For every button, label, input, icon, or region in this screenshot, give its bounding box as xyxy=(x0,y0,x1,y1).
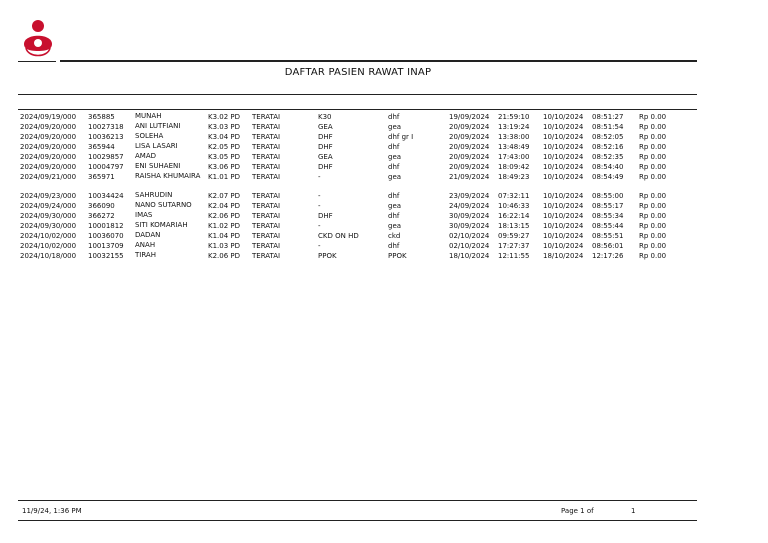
cell-admit-time: 18:13:15 xyxy=(498,222,530,230)
cell-admit-time: 13:48:49 xyxy=(498,143,530,151)
cell-discharge-date: 10/10/2024 xyxy=(543,232,584,240)
cell-diagnosis-note: gea xyxy=(388,173,402,181)
cell-ward: TERATAI xyxy=(252,173,281,181)
cell-ward: TERATAI xyxy=(252,212,281,220)
cell-patient-name: ANAH xyxy=(135,241,156,249)
cell-patient-name: AMAD xyxy=(135,152,157,160)
cell-registration-no: 2024/09/20/000 xyxy=(20,133,77,141)
cell-room-code: K3.02 PD xyxy=(208,113,241,121)
cell-ward: TERATAI xyxy=(252,232,281,240)
cell-patient-id: 365944 xyxy=(88,143,115,151)
cell-admit-date: 19/09/2024 xyxy=(449,113,490,121)
cell-admit-time: 16:22:14 xyxy=(498,212,530,220)
cell-patient-id: 365971 xyxy=(88,173,115,181)
footer-bottom-rule xyxy=(18,520,697,521)
cell-cost: Rp 0.00 xyxy=(639,143,667,151)
cell-diagnosis: DHF xyxy=(318,163,333,171)
cell-admit-time: 12:11:55 xyxy=(498,252,530,260)
cell-diagnosis: CKD ON HD xyxy=(318,232,359,240)
header-rule-long xyxy=(60,60,697,62)
cell-diagnosis: DHF xyxy=(318,212,333,220)
cell-patient-name: LISA LASARI xyxy=(135,142,178,150)
cell-admit-date: 20/09/2024 xyxy=(449,133,490,141)
cell-patient-name: DADAN xyxy=(135,231,161,239)
cell-cost: Rp 0.00 xyxy=(639,163,667,171)
cell-admit-date: 23/09/2024 xyxy=(449,192,490,200)
cell-patient-name: SAHRUDIN xyxy=(135,191,173,199)
cell-ward: TERATAI xyxy=(252,153,281,161)
cell-cost: Rp 0.00 xyxy=(639,222,667,230)
cell-patient-name: ENI SUHAENI xyxy=(135,162,181,170)
cell-admit-time: 13:38:00 xyxy=(498,133,530,141)
cell-registration-no: 2024/09/20/000 xyxy=(20,123,77,131)
cell-room-code: K2.07 PD xyxy=(208,192,241,200)
cell-admit-date: 02/10/2024 xyxy=(449,242,490,250)
table-top-rule xyxy=(18,109,697,110)
print-timestamp: 11/9/24, 1:36 PM xyxy=(22,507,82,515)
cell-patient-id: 366090 xyxy=(88,202,115,210)
footer-top-rule xyxy=(18,500,697,501)
cell-diagnosis-note: dhf xyxy=(388,143,400,151)
cell-patient-id: 10034424 xyxy=(88,192,124,200)
cell-discharge-time: 08:55:17 xyxy=(592,202,624,210)
cell-room-code: K2.06 PD xyxy=(208,252,241,260)
cell-discharge-time: 08:52:35 xyxy=(592,153,624,161)
cell-registration-no: 2024/09/23/000 xyxy=(20,192,77,200)
cell-patient-name: SITI KOMARIAH xyxy=(135,221,188,229)
cell-room-code: K2.06 PD xyxy=(208,212,241,220)
hospital-logo-icon xyxy=(20,18,56,60)
cell-patient-id: 10029857 xyxy=(88,153,124,161)
cell-patient-id: 10004797 xyxy=(88,163,124,171)
cell-admit-date: 30/09/2024 xyxy=(449,212,490,220)
report-title: DAFTAR PASIEN RAWAT INAP xyxy=(284,67,432,78)
cell-admit-date: 21/09/2024 xyxy=(449,173,490,181)
cell-admit-time: 07:32:11 xyxy=(498,192,530,200)
cell-discharge-time: 08:51:54 xyxy=(592,123,624,131)
cell-discharge-time: 08:51:27 xyxy=(592,113,624,121)
cell-admit-date: 02/10/2024 xyxy=(449,232,490,240)
cell-discharge-date: 18/10/2024 xyxy=(543,252,584,260)
cell-patient-name: SOLEHA xyxy=(135,132,164,140)
cell-discharge-date: 10/10/2024 xyxy=(543,143,584,151)
cell-discharge-date: 10/10/2024 xyxy=(543,113,584,121)
cell-diagnosis: PPOK xyxy=(318,252,337,260)
cell-admit-date: 20/09/2024 xyxy=(449,123,490,131)
cell-diagnosis-note: dhf xyxy=(388,242,400,250)
cell-diagnosis-note: gea xyxy=(388,222,402,230)
cell-discharge-date: 10/10/2024 xyxy=(543,133,584,141)
cell-discharge-date: 10/10/2024 xyxy=(543,222,584,230)
cell-diagnosis-note: gea xyxy=(388,153,402,161)
cell-registration-no: 2024/09/30/000 xyxy=(20,212,77,220)
cell-cost: Rp 0.00 xyxy=(639,242,667,250)
cell-cost: Rp 0.00 xyxy=(639,173,667,181)
cell-cost: Rp 0.00 xyxy=(639,133,667,141)
cell-admit-time: 18:49:23 xyxy=(498,173,530,181)
cell-room-code: K3.04 PD xyxy=(208,133,241,141)
cell-ward: TERATAI xyxy=(252,143,281,151)
cell-ward: TERATAI xyxy=(252,202,281,210)
cell-discharge-date: 10/10/2024 xyxy=(543,163,584,171)
cell-patient-id: 10027318 xyxy=(88,123,124,131)
title-underline-rule xyxy=(18,94,697,95)
cell-registration-no: 2024/10/02/000 xyxy=(20,242,77,250)
cell-discharge-date: 10/10/2024 xyxy=(543,192,584,200)
cell-discharge-time: 08:55:00 xyxy=(592,192,624,200)
cell-diagnosis-note: dhf gr I xyxy=(388,133,414,141)
cell-discharge-date: 10/10/2024 xyxy=(543,173,584,181)
header-rule-short xyxy=(18,61,56,62)
cell-diagnosis-note: ckd xyxy=(388,232,401,240)
cell-ward: TERATAI xyxy=(252,222,281,230)
cell-admit-date: 20/09/2024 xyxy=(449,143,490,151)
cell-admit-time: 21:59:10 xyxy=(498,113,530,121)
cell-admit-date: 20/09/2024 xyxy=(449,163,490,171)
cell-discharge-time: 08:55:34 xyxy=(592,212,624,220)
cell-admit-time: 09:59:27 xyxy=(498,232,530,240)
cell-discharge-date: 10/10/2024 xyxy=(543,202,584,210)
cell-room-code: K1.01 PD xyxy=(208,173,241,181)
cell-diagnosis: GEA xyxy=(318,153,333,161)
cell-admit-time: 17:43:00 xyxy=(498,153,530,161)
cell-patient-id: 10036213 xyxy=(88,133,124,141)
cell-registration-no: 2024/09/19/000 xyxy=(20,113,77,121)
cell-admit-date: 24/09/2024 xyxy=(449,202,490,210)
cell-registration-no: 2024/09/20/000 xyxy=(20,163,77,171)
cell-cost: Rp 0.00 xyxy=(639,113,667,121)
cell-diagnosis: - xyxy=(318,173,321,181)
cell-diagnosis: - xyxy=(318,192,321,200)
cell-patient-name: IMAS xyxy=(135,211,153,219)
cell-ward: TERATAI xyxy=(252,163,281,171)
cell-room-code: K1.03 PD xyxy=(208,242,241,250)
cell-discharge-date: 10/10/2024 xyxy=(543,212,584,220)
cell-diagnosis: DHF xyxy=(318,133,333,141)
cell-discharge-time: 08:52:05 xyxy=(592,133,624,141)
cell-room-code: K1.02 PD xyxy=(208,222,241,230)
cell-diagnosis-note: PPOK xyxy=(388,252,407,260)
cell-diagnosis: K30 xyxy=(318,113,332,121)
cell-discharge-time: 08:52:16 xyxy=(592,143,624,151)
cell-discharge-date: 10/10/2024 xyxy=(543,242,584,250)
cell-patient-id: 366272 xyxy=(88,212,115,220)
page-label: Page 1 of xyxy=(561,507,594,515)
cell-cost: Rp 0.00 xyxy=(639,252,667,260)
cell-diagnosis: DHF xyxy=(318,143,333,151)
cell-admit-time: 10:46:33 xyxy=(498,202,530,210)
cell-room-code: K3.06 PD xyxy=(208,163,241,171)
cell-patient-id: 10036070 xyxy=(88,232,124,240)
cell-discharge-time: 08:54:40 xyxy=(592,163,624,171)
cell-registration-no: 2024/10/02/000 xyxy=(20,232,77,240)
cell-patient-name: MUNAH xyxy=(135,112,162,120)
cell-discharge-date: 10/10/2024 xyxy=(543,153,584,161)
cell-room-code: K3.05 PD xyxy=(208,153,241,161)
cell-diagnosis-note: gea xyxy=(388,123,402,131)
cell-registration-no: 2024/09/20/000 xyxy=(20,143,77,151)
cell-ward: TERATAI xyxy=(252,252,281,260)
cell-room-code: K2.05 PD xyxy=(208,143,241,151)
cell-patient-name: NANO SUTARNO xyxy=(135,201,192,209)
cell-ward: TERATAI xyxy=(252,113,281,121)
cell-discharge-time: 08:55:51 xyxy=(592,232,624,240)
cell-diagnosis-note: dhf xyxy=(388,113,400,121)
cell-diagnosis-note: dhf xyxy=(388,163,400,171)
cell-room-code: K3.03 PD xyxy=(208,123,241,131)
cell-discharge-time: 12:17:26 xyxy=(592,252,624,260)
cell-patient-id: 365885 xyxy=(88,113,115,121)
cell-patient-id: 10001812 xyxy=(88,222,124,230)
cell-diagnosis-note: dhf xyxy=(388,192,400,200)
cell-registration-no: 2024/09/30/000 xyxy=(20,222,77,230)
total-pages: 1 xyxy=(631,507,636,515)
cell-registration-no: 2024/09/24/000 xyxy=(20,202,77,210)
cell-patient-id: 10032155 xyxy=(88,252,124,260)
cell-ward: TERATAI xyxy=(252,192,281,200)
cell-diagnosis-note: dhf xyxy=(388,212,400,220)
cell-ward: TERATAI xyxy=(252,123,281,131)
cell-patient-id: 10013709 xyxy=(88,242,124,250)
cell-cost: Rp 0.00 xyxy=(639,202,667,210)
cell-registration-no: 2024/09/20/000 xyxy=(20,153,77,161)
cell-cost: Rp 0.00 xyxy=(639,123,667,131)
cell-discharge-time: 08:55:44 xyxy=(592,222,624,230)
cell-room-code: K1.04 PD xyxy=(208,232,241,240)
cell-registration-no: 2024/10/18/000 xyxy=(20,252,77,260)
cell-discharge-date: 10/10/2024 xyxy=(543,123,584,131)
cell-diagnosis: - xyxy=(318,222,321,230)
cell-admit-time: 18:09:42 xyxy=(498,163,530,171)
cell-room-code: K2.04 PD xyxy=(208,202,241,210)
cell-patient-name: ANI LUTFIANI xyxy=(135,122,181,130)
cell-cost: Rp 0.00 xyxy=(639,153,667,161)
cell-patient-name: RAISHA KHUMAIRA xyxy=(135,172,201,180)
cell-admit-date: 18/10/2024 xyxy=(449,252,490,260)
cell-cost: Rp 0.00 xyxy=(639,212,667,220)
cell-cost: Rp 0.00 xyxy=(639,192,667,200)
cell-discharge-time: 08:54:49 xyxy=(592,173,624,181)
cell-diagnosis: - xyxy=(318,242,321,250)
cell-cost: Rp 0.00 xyxy=(639,232,667,240)
cell-admit-time: 17:27:37 xyxy=(498,242,530,250)
cell-ward: TERATAI xyxy=(252,242,281,250)
cell-ward: TERATAI xyxy=(252,133,281,141)
cell-patient-name: TIRAH xyxy=(135,251,156,259)
cell-admit-date: 30/09/2024 xyxy=(449,222,490,230)
cell-admit-time: 13:19:24 xyxy=(498,123,530,131)
cell-admit-date: 20/09/2024 xyxy=(449,153,490,161)
cell-discharge-time: 08:56:01 xyxy=(592,242,624,250)
cell-registration-no: 2024/09/21/000 xyxy=(20,173,77,181)
cell-diagnosis: - xyxy=(318,202,321,210)
cell-diagnosis-note: gea xyxy=(388,202,402,210)
cell-diagnosis: GEA xyxy=(318,123,333,131)
